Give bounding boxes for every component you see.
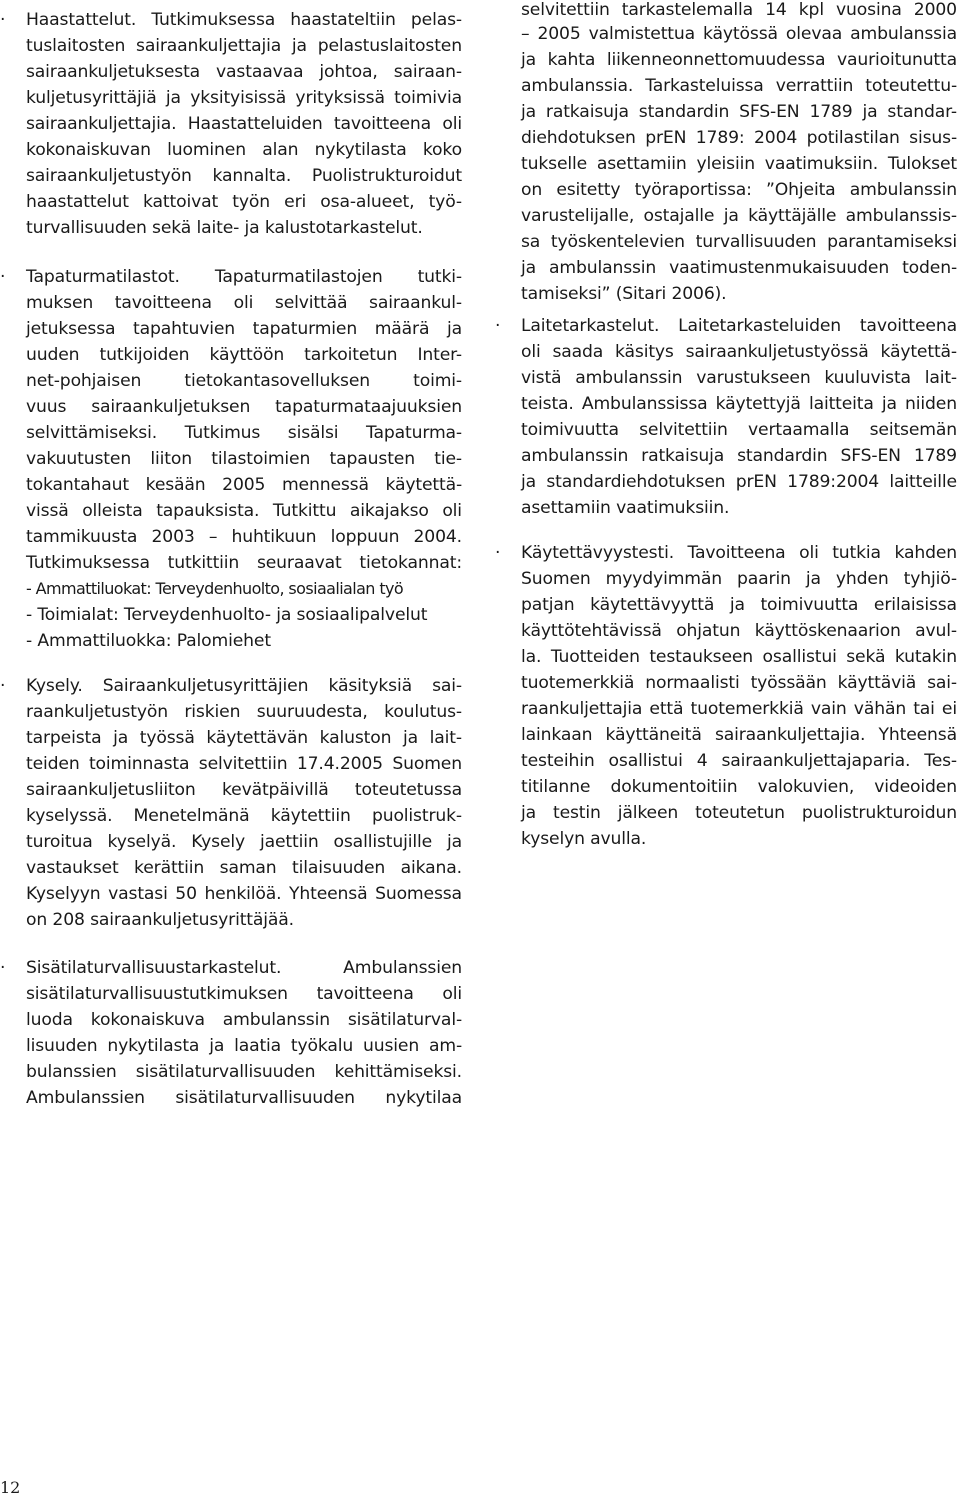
text-line: selvittämiseksi. Tutkimus sisälsi Tapaturma- [26, 423, 462, 443]
text-line: ja testin jälkeen toteutetun puolistrukturoidun [521, 803, 957, 823]
text-line: - Ammattiluokat: Terveydenhuolto, sosiaalialan työ [26, 579, 404, 598]
text-line: lainkaan käyttäneitä sairaankuljettajia. Yhteensä [521, 725, 957, 745]
text-line: ja kahta liikenneonnettomuudessa vaurioitunutta [521, 50, 957, 70]
text-line: tuslaitosten sairaankuljettajia ja pelastuslaitosten [26, 36, 462, 56]
text-line: lisuuden nykytilasta ja laatia työkalu uusien am- [26, 1036, 462, 1056]
text-line: turoitua kyselyä. Kysely jaettiin osallistujille ja [26, 832, 462, 852]
text-line: Tapaturmatilastot. Tapaturmatilastojen tutki- [26, 267, 462, 287]
text-line: Suomen myydyimmän paarin ja yhden tyhjiö- [521, 569, 957, 589]
bullet-dot: · [0, 267, 6, 287]
text-line: la. Tuotteiden testaukseen osallistui sekä kutakin [521, 647, 957, 667]
text-line: kyselyn avulla. [521, 829, 647, 849]
text-line: sairaankuljettajia. Haastatteluiden tavoitteena oli [26, 114, 462, 134]
text-line: Laitetarkastelut. Laitetarkasteluiden tavoitteena [521, 316, 957, 336]
text-line: on 208 sairaankuljetusyrittäjää. [26, 910, 294, 930]
text-line: testeihin osallistui 4 sairaankuljettajaparia. Tes- [521, 751, 957, 771]
text-line: ja ratkaisuja standardin SFS-EN 1789 ja standar- [521, 102, 957, 122]
bullet-dot: · [0, 10, 6, 30]
text-line: Sisätilaturvallisuustarkastelut. Ambulanssien [26, 958, 462, 978]
text-line: toimivuutta selvitettiin vertaamalla seitsemän [521, 420, 957, 440]
text-line: ja standardiehdotuksen prEN 1789:2004 laitteille [521, 472, 957, 492]
text-line: raankuljettajia että tuotemerkkiä vain vähän tai ei [521, 699, 957, 719]
bullet-dot: · [495, 543, 501, 563]
text-line: tarpeista ja työssä käytettävän kaluston ja lait- [26, 728, 462, 748]
text-line: bulanssien sisätilaturvallisuuden kehittämiseksi. [26, 1062, 462, 1082]
text-line: sisätilaturvallisuustutkimuksen tavoitteena oli [26, 984, 462, 1004]
text-line: Tutkimuksessa tutkittiin seuraavat tietokannat: [26, 553, 462, 573]
text-line: uuden tutkijoiden käyttöön tarkoitetun Inter- [26, 345, 462, 365]
text-line: net-pohjaisen tietokantasovelluksen toimi- [26, 371, 462, 391]
text-line: haastattelut kattoivat työn eri osa-alueet, työ- [26, 192, 462, 212]
text-line: kokonaiskuvan luominen alan nykytilasta koko [26, 140, 462, 160]
text-line: oli saada käsitys sairaankuljetustyössä käytettä- [521, 342, 957, 362]
text-line: turvallisuuden sekä laite- ja kalustotarkastelut. [26, 218, 423, 238]
text-line: tukselle asettamiin yleisiin vaatimuksiin. Tulokset [521, 154, 957, 174]
text-line: sairaankuljetusliiton kevätpäivillä toteutetussa [26, 780, 462, 800]
text-line: Kysely. Sairaankuljetusyrittäjien käsityksiä sai- [26, 676, 462, 696]
text-line: Kyselyyn vastasi 50 henkilöä. Yhteensä Suomessa [26, 884, 462, 904]
text-line: ambulanssin ratkaisuja standardin SFS-EN 1789 [521, 446, 957, 466]
text-line: vistä ambulanssin varustukseen kuuluvista lait- [521, 368, 957, 388]
text-line: tuotemerkkiä normaalisti työssään käyttäviä sai- [521, 673, 957, 693]
text-line: sairaankuljetustyön kannalta. Puolistrukturoidut [26, 166, 462, 186]
text-line: tokantahaut kesään 2005 mennessä käytettä- [26, 475, 462, 495]
text-line: asettamiin vaatimuksiin. [521, 498, 730, 518]
text-line: ja ambulanssin vaatimustenmukaisuuden toden- [521, 258, 957, 278]
text-line: vakuutusten liiton tilastoimien tapausten tie- [26, 449, 462, 469]
text-line: käyttötehtävissä ohjatun käyttöskenaarion avul- [521, 621, 957, 641]
text-line: luoda kokonaiskuva ambulanssin sisätilaturval- [26, 1010, 462, 1030]
text-line: sairaankuljetuksesta vastaavaa johtoa, sairaan- [26, 62, 462, 82]
text-line: vissä olleista tapauksista. Tutkittu aikajakso oli [26, 501, 462, 521]
bullet-dot: · [495, 316, 501, 336]
text-line: raankuljetustyön riskien suuruudesta, koulutus- [26, 702, 462, 722]
text-line: titilanne dokumentoitiin valokuvien, videoiden [521, 777, 957, 797]
text-line: – 2005 valmistettua käytössä olevaa ambulanssia [521, 24, 957, 44]
text-line: kuljetusyrittäjiä ja yksityisissä yrityksissä toimivia [26, 88, 462, 108]
text-line: - Toimialat: Terveydenhuolto- ja sosiaalipalvelut [26, 605, 428, 625]
text-line: vuus sairaankuljetuksen tapaturmataajuuksien [26, 397, 462, 417]
text-line: Haastattelut. Tutkimuksessa haastateltiin pelas- [26, 10, 462, 30]
text-line: muksen tavoitteena oli selvittää sairaankul- [26, 293, 462, 313]
text-line: patjan käytettävyyttä ja toimivuutta erilaisissa [521, 595, 957, 615]
bullet-dot: · [0, 958, 6, 978]
text-line: on esitetty työraportissa: ”Ohjeita ambulanssin [521, 180, 957, 200]
text-line: teista. Ambulanssissa käytettyjä laitteita ja niiden [521, 394, 957, 414]
text-line: jetuksessa tapahtuvien tapaturmien määrä ja [26, 319, 462, 339]
text-line: tamiseksi” (Sitari 2006). [521, 284, 727, 304]
text-line: tammikuusta 2003 – huhtikuun loppuun 2004. [26, 527, 462, 547]
text-line: selvitettiin tarkastelemalla 14 kpl vuosina 2000 [521, 0, 957, 20]
text-line: diehdotuksen prEN 1789: 2004 potilastilan sisus- [521, 128, 957, 148]
text-line: Käytettävyystesti. Tavoitteena oli tutkia kahden [521, 543, 957, 563]
text-line: Ambulanssien sisätilaturvallisuuden nykytilaa [26, 1088, 462, 1108]
text-line: sa työskentelevien turvallisuuden parantamiseksi [521, 232, 957, 252]
text-line: varustelijalle, ostajalle ja käyttäjälle ambulanssis- [521, 206, 957, 226]
bullet-dot: · [0, 676, 6, 696]
text-line: ambulanssia. Tarkasteluissa verrattiin toteutettu- [521, 76, 957, 96]
text-line: teiden toiminnasta selvitettiin 17.4.2005 Suomen [26, 754, 462, 774]
text-line: - Ammattiluokka: Palomiehet [26, 631, 271, 651]
text-line: kyselyssä. Menetelmänä käytettiin puolistruk- [26, 806, 462, 826]
text-line: vastaukset kerättiin saman tilaisuuden aikana. [26, 858, 462, 878]
page-number: 12 [0, 1478, 21, 1497]
